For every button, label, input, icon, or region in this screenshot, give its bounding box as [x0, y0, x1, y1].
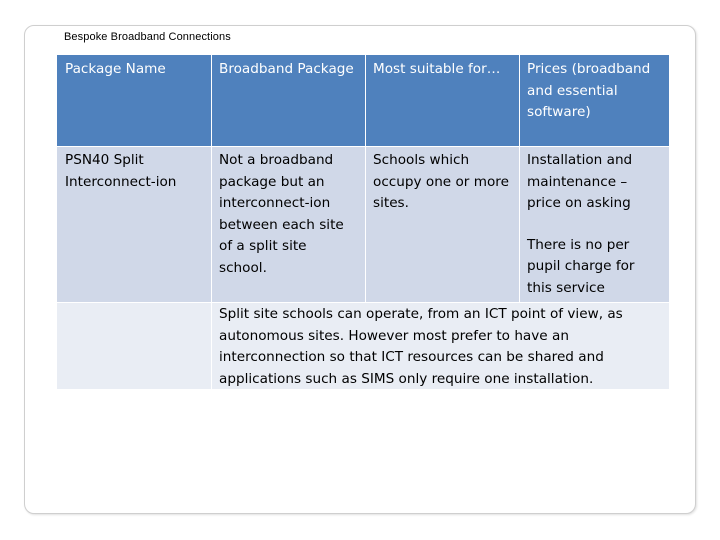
divider-col-2 [365, 55, 366, 302]
header-broadband-package: Broadband Package [211, 55, 365, 146]
cell-suitable-for: Schools which occupy one or more sites. [365, 146, 519, 302]
packages-table [57, 55, 669, 389]
prices-installation-text: Installation and maintenance – price on asking [527, 152, 633, 211]
header-most-suitable-for: Most suitable for… [365, 55, 519, 146]
divider-col-3 [519, 55, 520, 302]
cell-package-name: PSN40 Split Interconnect-ion [57, 146, 211, 302]
cell-split-site-note: Split site schools can operate, from an ICT point of view, as autonomous sites. However most prefer to have an interconnection so that ICT resources can be shared and applications such as SIMS only require one installation. [211, 302, 669, 389]
divider-row [57, 302, 669, 303]
header-package-name: Package Name [57, 55, 211, 146]
divider-header [57, 146, 669, 147]
divider-col-1 [211, 55, 212, 389]
prices-per-pupil-text: There is no per pupil charge for this service [527, 236, 635, 296]
cell-prices [519, 146, 669, 302]
cell-broadband-package: Not a broadband package but an interconnect-ion between each site of a split site school. [211, 146, 365, 302]
header-prices: Prices (broadband and essential software) [519, 55, 669, 146]
cell-empty [57, 302, 211, 389]
slide-title: Bespoke Broadband Connections [64, 31, 231, 43]
